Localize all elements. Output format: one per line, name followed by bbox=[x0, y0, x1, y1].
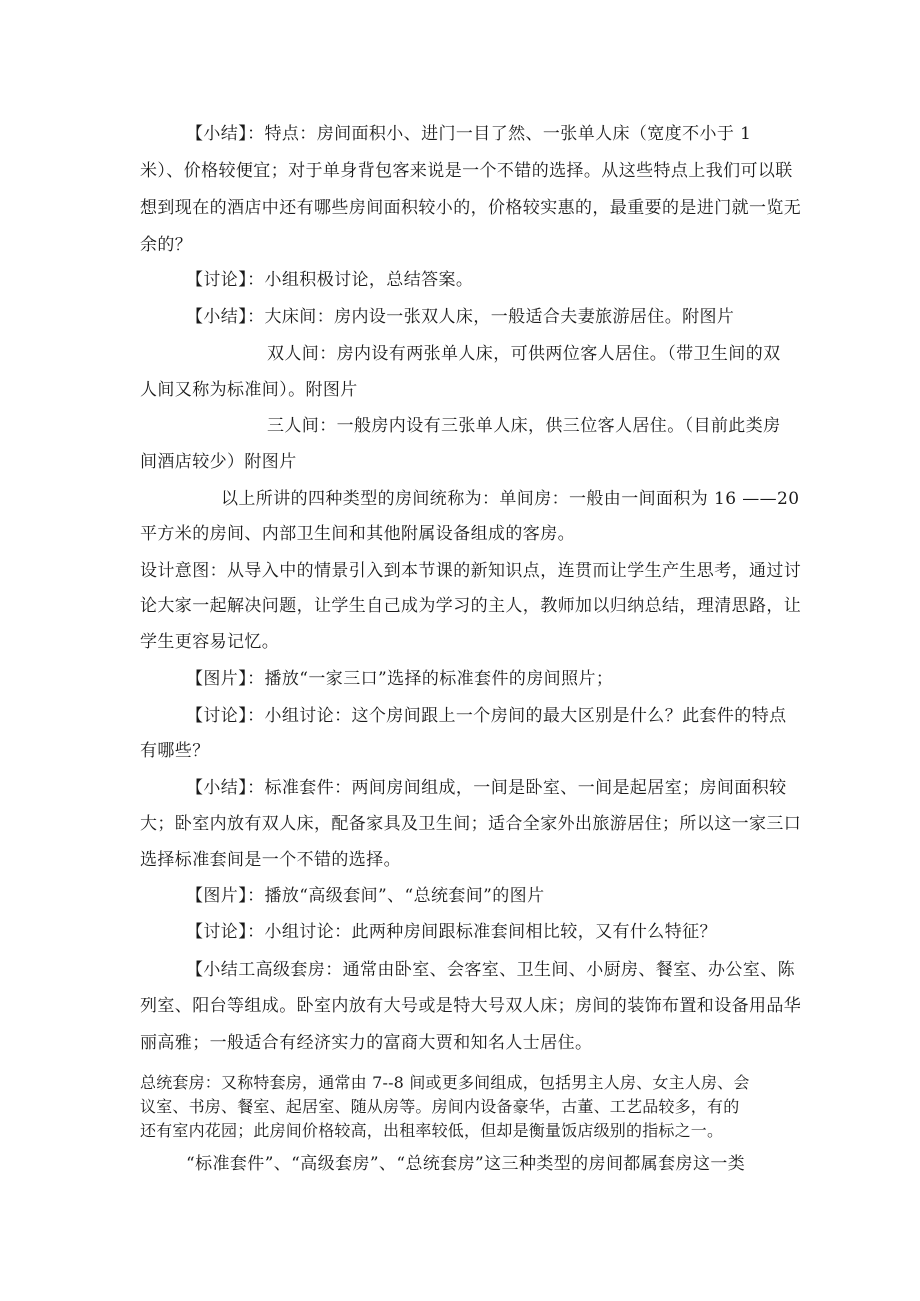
single-rooms-line-1: 以上所讲的四种类型的房间统称为：单间房：一般由一间面积为 16 ——20 bbox=[221, 489, 800, 509]
triple-room-line-1: 三人间：一般房内设有三张单人床，供三位客人居住。（目前此类房 bbox=[267, 416, 781, 436]
design-intent-line-2: 论大家一起解决问题，让学生自己成为学习的主人，教师加以归纳总结，理清思路，让 bbox=[140, 596, 802, 616]
summary-standard-suite-line-2: 大；卧室内放有双人床，配备家具及卫生间；适合全家外出旅游居住；所以这一家三口 bbox=[140, 814, 802, 834]
summary-single-room-line-2: 米）、价格较便宜；对于单身背包客来说是一个不错的选择。从这些特点上我们可以联 bbox=[140, 161, 793, 181]
twin-room-line-1: 双人间：房内设有两张单人床，可供两位客人居住。（带卫生间的双 bbox=[267, 344, 781, 364]
twin-room-line-2: 人间又称为标准间）。附图片 bbox=[140, 380, 358, 400]
single-rooms-line-2: 平方米的房间、内部卫生间和其他附属设备组成的客房。 bbox=[140, 524, 575, 544]
design-intent-line-3: 学生更容易记忆。 bbox=[140, 632, 280, 652]
discussion-deluxe-suite-line: 【讨论】：小组讨论：此两种房间跟标准套间相比较，又有什么特征？ bbox=[186, 922, 717, 942]
presidential-suite-line-1: 总统套房：又称特套房，通常由 7--8 间或更多间组成，包括男主人房、女主人房、会 bbox=[140, 1073, 750, 1092]
summary-deluxe-suite-line-1: 【小结工高级套房：通常由卧室、会客室、卫生间、小厨房、餐室、办公室、陈 bbox=[186, 960, 795, 980]
design-intent-line-1: 设计意图：从导入中的情景引入到本节课的新知识点，连贯而让学生产生思考，通过讨 bbox=[140, 561, 802, 581]
picture-standard-suite-line: 【图片】：播放“一家三口”选择的标准套件的房间照片； bbox=[186, 669, 614, 689]
summary-deluxe-suite-line-3: 丽高雅；一般适合有经济实力的富商大贾和知名人士居住。 bbox=[140, 1033, 593, 1053]
summary-deluxe-suite-line-2: 列室、阳台等组成。卧室内放有大号或是特大号双人床；房间的装饰布置和设备用品华 bbox=[140, 996, 802, 1016]
summary-single-room-line-1: 【小结】：特点：房间面积小、进门一目了然、一张单人床（宽度不小于 1 bbox=[186, 124, 752, 144]
summary-single-room-line-4: 余的？ bbox=[140, 235, 193, 255]
triple-room-line-2: 间酒店较少）附图片 bbox=[140, 452, 297, 472]
summary-single-room-line-3: 想到现在的酒店中还有哪些房间面积较小的，价格较实惠的，最重要的是进门就一览无 bbox=[140, 198, 802, 218]
picture-deluxe-suite-line: 【图片】：播放“高级套间”、“总统套间”的图片 bbox=[186, 886, 545, 906]
discussion-standard-suite-line-1: 【讨论】：小组讨论：这个房间跟上一个房间的最大区别是什么？此套件的特点 bbox=[186, 706, 787, 726]
presidential-suite-line-3: 还有室内花园；此房间价格较高，出租率较低，但却是衡量饭店级别的指标之一。 bbox=[140, 1121, 724, 1140]
suite-types-conclusion-line: “标准套件”、“高级套房”、“总统套房”这三种类型的房间都属套房这一类 bbox=[186, 1154, 746, 1174]
summary-standard-suite-line-1: 【小结】：标准套件：两间房间组成，一间是卧室、一间是起居室；房间面积较 bbox=[186, 778, 787, 798]
discussion-standard-suite-line-2: 有哪些？ bbox=[140, 741, 210, 761]
presidential-suite-line-2: 议室、书房、餐室、起居室、随从房等。房间内设备豪华，古董、工艺品较多，有的 bbox=[140, 1097, 740, 1116]
summary-double-bed-line: 【小结】：大床间：房内设一张双人床，一般适合夫妻旅游居住。附图片 bbox=[186, 307, 735, 327]
discussion-line: 【讨论】：小组积极讨论，总结答案。 bbox=[186, 270, 474, 290]
summary-standard-suite-line-3: 选择标准套间是一个不错的选择。 bbox=[140, 850, 401, 870]
